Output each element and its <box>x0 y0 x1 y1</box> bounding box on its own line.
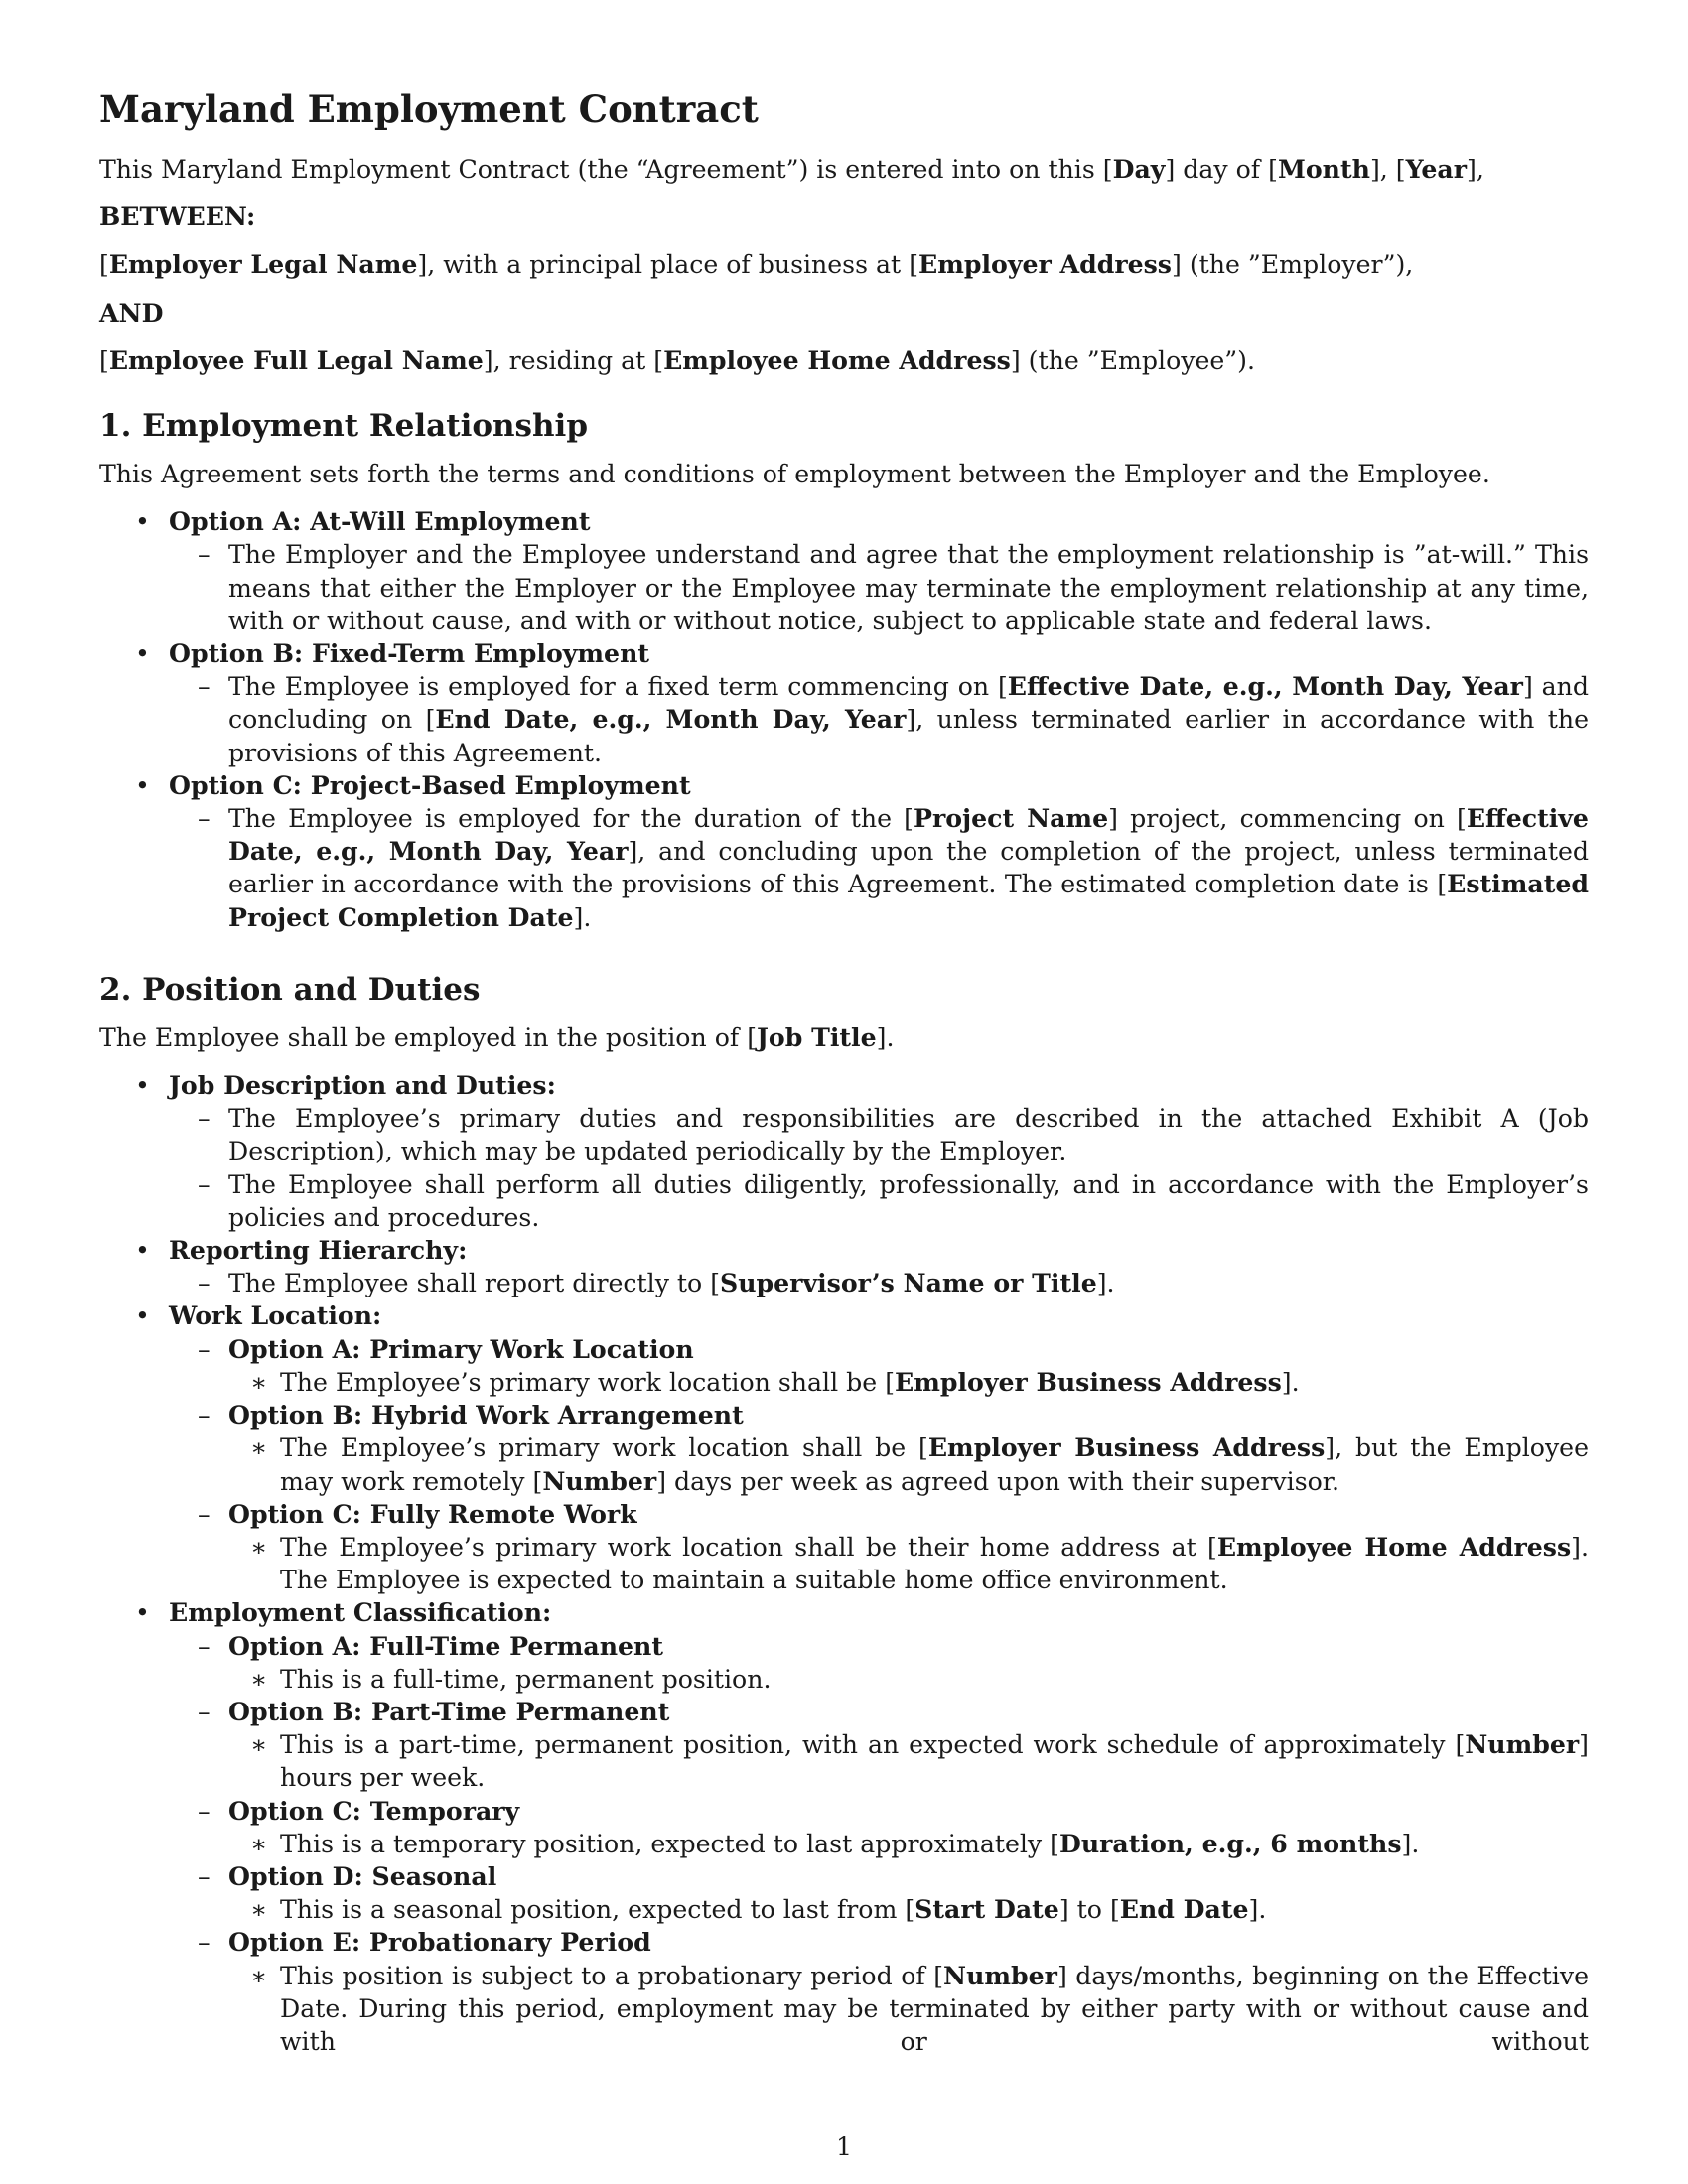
list-item <box>99 1234 1589 1299</box>
text: This is a part-time, permanent position, with an expected work schedule of approximately <box>280 1730 1456 1760</box>
section-2-lead: The Employee shall be employed in the position of [Job Title]. <box>99 1022 895 1052</box>
list-item <box>169 1168 1589 1234</box>
between-label: BETWEEN: <box>99 202 256 232</box>
work-location-option-b-label: – Option B: Hybrid Work Arrangement <box>228 1400 744 1431</box>
classification-option-c-label: – Option C: Temporary <box>228 1795 520 1826</box>
classification-label: • Employment Classification: <box>169 1597 552 1628</box>
list-item <box>228 1366 1589 1399</box>
work-location-option-b-text: ∗ The Employee’s primary work location shall be [Employer Business Address], but the Employee may work remotely [Number] days per week as agreed upon with their supervisor. <box>280 1433 1589 1496</box>
effective-date-placeholder: Effective Date, e.g., Month Day, Year <box>1007 671 1523 702</box>
list-item <box>228 1531 1589 1596</box>
list-item <box>169 1399 1589 1498</box>
work-location-option-c-text: ∗ The Employee’s primary work location shall be their home address at [Employee Home Address]. The Employee is expected to maintain a suitable home office environment. <box>280 1531 1589 1595</box>
sub-list <box>169 1630 1589 2059</box>
text: The Employee’s primary work location shall be <box>280 1433 919 1463</box>
text: . <box>1258 1895 1267 1925</box>
business-address-placeholder: Employer Business Address <box>895 1366 1282 1397</box>
option-a-text: – The Employer and the Employee understand and agree that the employment relationship is ”at-will.” This means that either the Employer or the Employee may terminate the employment relationship at any time, with or without cause, and with or without notice, subject to applicable state and federal laws. <box>228 540 1589 635</box>
text: The Employee is employed for a fixed term commencing on <box>228 672 998 702</box>
text: The Employee is employed for the duration of the <box>228 804 905 834</box>
employer-name-placeholder: Employer Legal Name <box>108 249 418 280</box>
section-2-heading: 2. Position and Duties <box>99 971 481 1008</box>
end-date-placeholder: End Date, e.g., Month Day, Year <box>435 704 907 735</box>
reporting-text: – The Employee shall report directly to [Supervisor’s Name or Title]. <box>228 1268 1115 1298</box>
project-name-placeholder: Project Name <box>914 803 1109 834</box>
employer-text: (the ”Employer”), <box>1181 250 1414 280</box>
number-placeholder: Number <box>1465 1729 1580 1760</box>
list-item <box>169 1102 1589 1167</box>
number-placeholder: Number <box>943 1960 1057 1990</box>
supervisor-placeholder: Supervisor’s Name or Title <box>720 1268 1097 1298</box>
text: . <box>583 902 592 932</box>
list-item <box>228 1960 1589 2059</box>
employee-name-placeholder: Employee Full Legal Name <box>108 344 484 375</box>
document-body <box>99 85 1589 2058</box>
employee-text: , residing at <box>492 345 654 375</box>
section-2-list <box>99 1069 1589 2058</box>
intro-text: , <box>1379 155 1396 184</box>
sub-list <box>169 1102 1589 1234</box>
and-label: AND <box>99 297 164 328</box>
effective-date-placeholder: Effective Date, e.g., Month Day, Year <box>228 803 1589 867</box>
intro-text: This Maryland Employment Contract (the “Agreement”) is entered into on this <box>99 155 1103 184</box>
classification-option-d-text: ∗ This is a seasonal position, expected to last from [Start Date] to [End Date]. <box>280 1894 1267 1925</box>
text: days/months, beginning on the Effective Date. During this period, employment may be terminated by either party with or without cause and with or without <box>280 1961 1589 2056</box>
year-placeholder: Year <box>1405 154 1468 184</box>
sub-sub-list <box>228 1728 1589 1794</box>
text: , unless terminated earlier in accordance with the provisions of this Agreement. <box>228 705 1589 767</box>
end-date-placeholder: End Date <box>1119 1894 1249 1925</box>
list-item <box>169 1333 1589 1399</box>
sub-sub-list <box>228 1893 1589 1926</box>
sub-list <box>169 670 1589 769</box>
start-date-placeholder: Start Date <box>914 1894 1059 1925</box>
list-item <box>99 505 1589 637</box>
work-location-label: • Work Location: <box>169 1300 382 1331</box>
text: days per week as agreed upon with their supervisor. <box>666 1466 1340 1496</box>
option-b-text: – The Employee is employed for a fixed term commencing on [Effective Date, e.g., Month Day, Year] and concluding on [End Date, e.g., Month Day, Year], unless terminated earlier in accordance with the provisions of this Agreement. <box>228 671 1589 767</box>
text: to <box>1068 1895 1110 1925</box>
number-placeholder: Number <box>542 1465 657 1496</box>
work-location-option-c-label: – Option C: Fully Remote Work <box>228 1498 637 1529</box>
sub-list <box>169 1333 1589 1597</box>
list-item <box>169 1630 1589 1696</box>
list-item <box>169 802 1589 934</box>
text: This is a seasonal position, expected to last from <box>280 1895 906 1925</box>
month-placeholder: Month <box>1277 154 1370 184</box>
text: and concluding on <box>228 672 1589 735</box>
list-item <box>99 1069 1589 1234</box>
completion-date-placeholder: Estimated Project Completion Date <box>228 869 1589 932</box>
employee-address-placeholder: Employee Home Address <box>663 344 1011 375</box>
section-1-heading: 1. Employment Relationship <box>99 408 589 445</box>
classification-option-e-text: ∗ This position is subject to a probationary period of [Number] days/months, beginning on the Effective Date. During this period, employment may be terminated by either party with or without cause and with or without <box>280 1960 1589 2056</box>
list-item <box>99 769 1589 934</box>
sub-list <box>169 802 1589 934</box>
section-1-lead: This Agreement sets forth the terms and conditions of employment between the Employer and the Employee. <box>99 460 1490 489</box>
text: hours per week. <box>280 1763 486 1793</box>
job-description-label: • Job Description and Duties: <box>169 1070 556 1101</box>
list-item <box>169 1926 1589 2058</box>
employee-text: (the ”Employee”). <box>1020 345 1255 375</box>
list-item <box>99 1299 1589 1596</box>
reporting-label: • Reporting Hierarchy: <box>169 1235 468 1266</box>
text: . The Employee is expected to maintain a suitable home office environment. <box>280 1532 1589 1595</box>
intro-text: day of <box>1175 155 1269 184</box>
employer-text: , with a principal place of business at <box>427 250 910 280</box>
employer-line: [Employer Legal Name], with a principal place of business at [Employer Address] (the ”Employer”), <box>99 249 1414 280</box>
text: , and concluding upon the completion of the project, unless terminated earlier in accordance with the provisions of this Agreement. The estimated completion date is <box>228 837 1589 899</box>
option-c-label: • Option C: Project-Based Employment <box>169 769 691 800</box>
list-item <box>99 1596 1589 2058</box>
list-item <box>169 1696 1589 1795</box>
classification-option-e-label: – Option E: Probationary Period <box>228 1927 651 1958</box>
classification-option-b-label: – Option B: Part-Time Permanent <box>228 1696 670 1726</box>
text: This is a temporary position, expected to last approximately <box>280 1829 1051 1858</box>
intro-text: , <box>1476 155 1484 184</box>
employer-address-placeholder: Employer Address <box>918 249 1172 280</box>
classification-option-b-text: ∗ This is a part-time, permanent position, with an expected work schedule of approximately [Number] hours per week. <box>280 1729 1589 1793</box>
list-item <box>228 1432 1589 1497</box>
text: . <box>1106 1269 1115 1298</box>
list-item <box>169 1860 1589 1926</box>
list-item <box>228 1828 1589 1860</box>
employee-line: [Employee Full Legal Name], residing at [Employee Home Address] (the ”Employee”). <box>99 344 1255 375</box>
business-address-placeholder: Employer Business Address <box>927 1433 1326 1463</box>
option-b-label: • Option B: Fixed-Term Employment <box>169 638 650 669</box>
text: . <box>1411 1829 1420 1858</box>
text: The Employee’s primary work location shall be <box>280 1367 886 1397</box>
sub-sub-list <box>228 1663 1589 1696</box>
classification-option-d-label: – Option D: Seasonal <box>228 1860 497 1891</box>
duration-placeholder: Duration, e.g., 6 months <box>1059 1828 1402 1858</box>
home-address-placeholder: Employee Home Address <box>1216 1531 1572 1562</box>
list-item <box>169 538 1589 637</box>
classification-option-a-label: – Option A: Full-Time Permanent <box>228 1630 663 1661</box>
sub-sub-list <box>228 1960 1589 2059</box>
list-item <box>169 1795 1589 1860</box>
sub-sub-list <box>228 1366 1589 1399</box>
text: The Employee’s primary work location shall be their home address at <box>280 1532 1208 1562</box>
work-location-option-a-text: ∗ The Employee’s primary work location shall be [Employer Business Address]. <box>280 1366 1300 1397</box>
page-number: 1 <box>835 2132 853 2161</box>
text: The Employee shall be employed in the position of <box>99 1023 748 1052</box>
list-item <box>169 670 1589 769</box>
job-desc-item: – The Employee’s primary duties and responsibilities are described in the attached Exhibit A (Job Description), which may be updated periodically by the Employer. <box>228 1104 1589 1166</box>
list-item <box>99 637 1589 769</box>
sub-list <box>169 538 1589 637</box>
list-item <box>169 1498 1589 1597</box>
option-a-label: • Option A: At-Will Employment <box>169 506 591 537</box>
text: , but the Employee may work remotely <box>280 1433 1589 1496</box>
list-item <box>228 1663 1589 1696</box>
text: This position is subject to a probationary period of <box>280 1961 934 1990</box>
sub-list <box>169 1267 1589 1299</box>
classification-option-c-text: ∗ This is a temporary position, expected to last approximately [Duration, e.g., 6 months]. <box>280 1828 1420 1858</box>
day-placeholder: Day <box>1112 154 1166 184</box>
text: . <box>1291 1367 1300 1397</box>
job-desc-item: – The Employee shall perform all duties diligently, professionally, and in accordance with the Employer’s policies and procedures. <box>228 1169 1589 1232</box>
option-c-text: – The Employee is employed for the duration of the [Project Name] project, commencing on [Effective Date, e.g., Month Day, Year], and concluding upon the completion of the project, unless terminated earlier in accordance with the provisions of this Agreement. The estimated completion date is [Estimated Project Completion Date]. <box>228 803 1589 932</box>
job-title-placeholder: Job Title <box>757 1022 877 1052</box>
classification-option-a-text: ∗ This is a full-time, permanent position. <box>280 1664 772 1694</box>
list-item <box>169 1267 1589 1299</box>
text: The Employee shall report directly to <box>228 1269 711 1298</box>
work-location-option-a-label: – Option A: Primary Work Location <box>228 1333 694 1364</box>
sub-sub-list <box>228 1432 1589 1497</box>
text: project, commencing on <box>1117 804 1458 834</box>
text: . <box>886 1023 895 1052</box>
list-item <box>228 1728 1589 1794</box>
intro-paragraph: This Maryland Employment Contract (the “Agreement”) is entered into on this [Day] day of [Month], [Year], <box>99 154 1484 184</box>
list-item <box>228 1893 1589 1926</box>
sub-sub-list <box>228 1531 1589 1596</box>
sub-sub-list <box>228 1828 1589 1860</box>
document-title: Maryland Employment Contract <box>99 87 759 131</box>
section-1-options <box>99 505 1589 934</box>
